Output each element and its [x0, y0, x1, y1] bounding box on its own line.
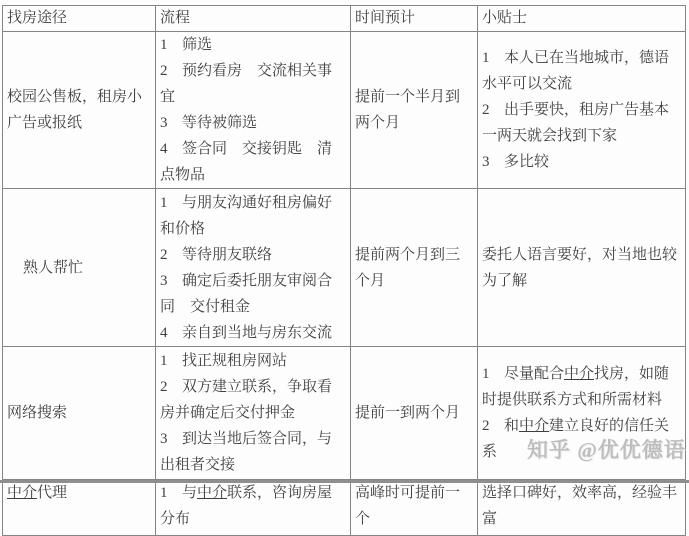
- tip-item: [482, 149, 681, 175]
- step-number: 2: [160, 379, 168, 395]
- table-row: [3, 189, 686, 347]
- step-item: [160, 268, 346, 320]
- step-item: [160, 426, 346, 478]
- time-cell: [351, 189, 478, 347]
- step-item: [160, 374, 346, 426]
- method-text: 代理: [37, 485, 68, 501]
- step-item: [160, 58, 346, 110]
- header-time: 时间预计: [351, 6, 478, 32]
- tip-text: 选择口碑好，效率高，经验丰富: [482, 485, 678, 527]
- step-number: 2: [160, 63, 168, 79]
- step-number: 1: [160, 194, 168, 211]
- tip-item: [482, 361, 681, 413]
- table-row: [3, 480, 686, 536]
- header-row: [3, 6, 686, 32]
- header-process: 流程: [156, 6, 351, 32]
- step-text: 与: [182, 485, 198, 501]
- step-number: 4: [160, 141, 168, 157]
- step-item: [160, 136, 346, 188]
- step-number: 3: [160, 115, 168, 131]
- method-cell: [3, 347, 156, 480]
- time-text: 高峰时可提前一个: [355, 485, 461, 527]
- tip-number: 1: [482, 50, 490, 66]
- process-cell: [156, 480, 351, 536]
- step-text: 等待被筛选: [182, 115, 258, 131]
- step-number: 3: [160, 272, 168, 289]
- table-row: [3, 32, 686, 189]
- time-cell: [351, 347, 478, 480]
- tip-text: 委托人语言要好，对当地也较为了解: [482, 246, 678, 289]
- step-item: [160, 320, 346, 346]
- step-item: [160, 32, 346, 58]
- header-tips: 小贴士: [478, 6, 686, 32]
- step-item: [160, 480, 346, 532]
- step-item: [160, 110, 346, 136]
- tip-text: 建立良好的信任关系: [482, 418, 670, 460]
- process-cell: [156, 347, 351, 480]
- time-text: 提前两个月到三个月: [355, 246, 461, 289]
- tip-number: 3: [482, 154, 490, 170]
- tip-number: 1: [482, 366, 490, 382]
- method-text: 熟人帮忙: [23, 259, 84, 276]
- step-text: 双方建立联系，争取看房并确定后交付押金: [160, 379, 333, 421]
- process-cell: [156, 189, 351, 347]
- time-cell: [351, 480, 478, 536]
- tip-text: 尽量配合: [504, 366, 565, 382]
- method-cell: [3, 32, 156, 189]
- step-number: 1: [160, 485, 168, 501]
- process-cell: [156, 32, 351, 189]
- tip-item: [482, 45, 681, 97]
- zhongjie-link[interactable]: 中介: [519, 418, 550, 434]
- tips-cell: [478, 480, 686, 536]
- step-number: 1: [160, 353, 168, 369]
- tip-number: 2: [482, 102, 490, 118]
- zhongjie-link[interactable]: 中介: [7, 485, 38, 501]
- time-cell: [351, 32, 478, 189]
- step-number: 4: [160, 324, 168, 341]
- step-text: 到达当地后签合同，与出租者交接: [160, 431, 333, 473]
- zhongjie-link[interactable]: 中介: [197, 485, 228, 501]
- zhongjie-link[interactable]: 中介: [564, 366, 595, 382]
- header-method: 找房途径: [3, 6, 156, 32]
- tip-text: 本人已在当地城市，德语水平可以交流: [482, 50, 670, 92]
- method-cell: [3, 189, 156, 347]
- tip-text: 多比较: [504, 154, 550, 170]
- step-text: 与朋友沟通好租房偏好和价格: [160, 194, 333, 237]
- step-text: 找正规租房网站: [182, 353, 288, 369]
- step-text: 签合同 交接钥匙 清点物品: [160, 141, 333, 183]
- tips-cell: [478, 32, 686, 189]
- time-text: 提前一到两个月: [355, 405, 461, 421]
- method-text: 校园公售板，租房小广告或报纸: [7, 89, 143, 131]
- step-item: [160, 190, 346, 242]
- step-text: 亲自到当地与房东交流: [182, 324, 333, 341]
- tip-text: 出手要快，租房广告基本一两天就会找到下家: [482, 102, 670, 144]
- tips-cell: [478, 189, 686, 347]
- step-text: 确定后委托朋友审阅合同 交付租金: [160, 272, 333, 315]
- step-number: 3: [160, 431, 168, 447]
- zhihu-watermark: 知乎 @优优德语: [527, 438, 686, 462]
- tip-text: 和: [504, 418, 520, 434]
- step-text: 预约看房 交流相关事宜: [160, 63, 333, 105]
- method-text: 网络搜索: [7, 405, 68, 421]
- step-text: 筛选: [182, 37, 213, 53]
- step-number: 1: [160, 37, 168, 53]
- step-item: [160, 348, 346, 374]
- tip-number: 2: [482, 418, 490, 434]
- time-text: 提前一个半月到两个月: [355, 89, 461, 131]
- step-text: 联系，咨询房屋分布: [160, 485, 333, 527]
- step-text: 等待朋友联络: [182, 246, 273, 263]
- method-cell: [3, 480, 156, 536]
- tip-item: [482, 97, 681, 149]
- tip-text: 找房，如随时提供联系方式和所需材料: [482, 366, 670, 408]
- step-number: 2: [160, 246, 168, 263]
- step-item: [160, 242, 346, 268]
